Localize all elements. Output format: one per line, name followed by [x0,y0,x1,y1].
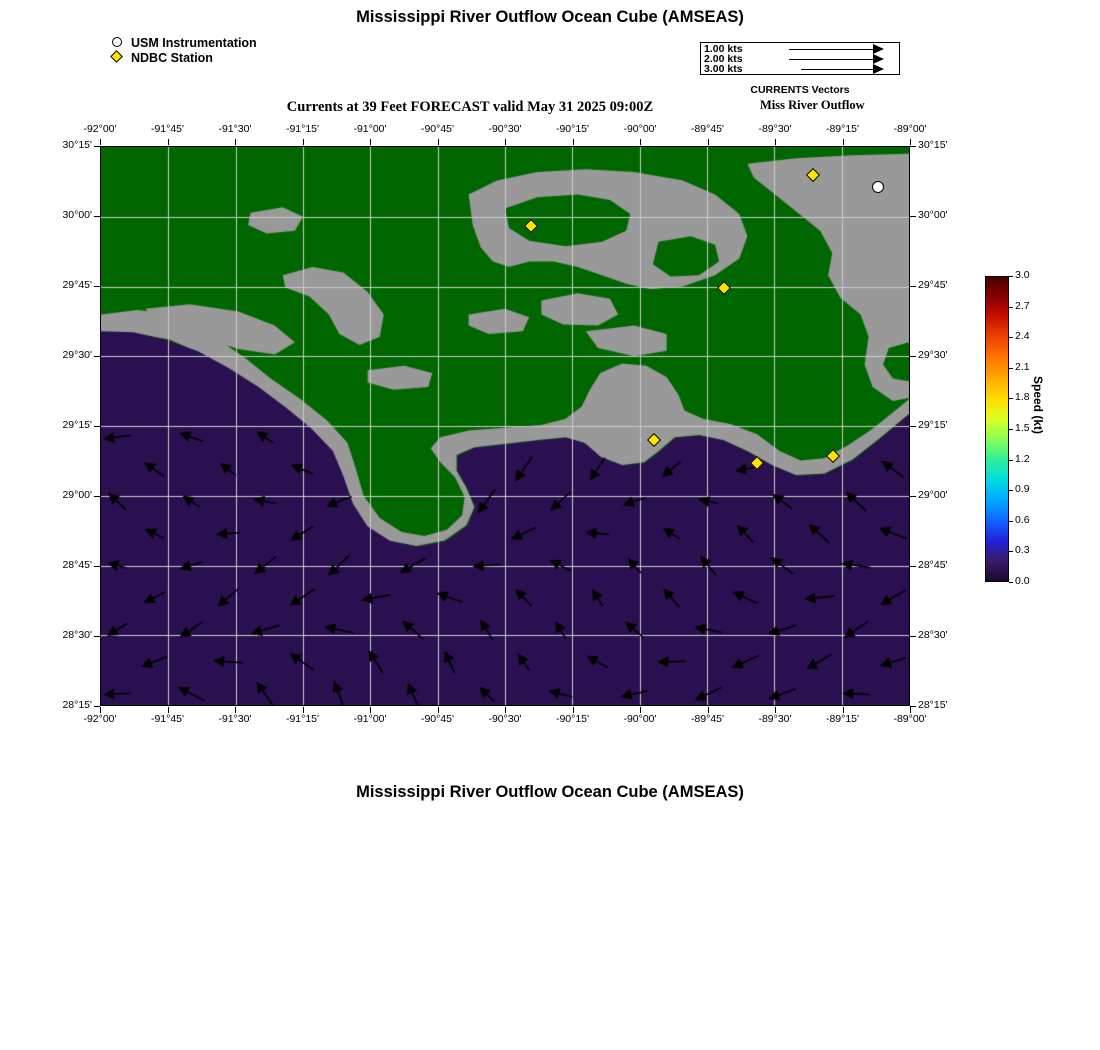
x-tick-label-top: -91°45' [150,123,185,135]
x-tick-mark [438,707,439,713]
x-tick-label-top: -89°45' [690,123,725,135]
x-tick-mark [303,139,304,145]
x-tick-label-top: -91°15' [285,123,320,135]
colorbar-tick-label: 0.9 [1015,483,1030,496]
y-tick-mark [94,356,100,357]
x-tick-mark [708,139,709,145]
x-tick-mark [843,707,844,713]
vector-shaft-3 [801,69,873,70]
y-tick-label-left: 28°30' [62,629,92,641]
y-tick-mark [910,216,916,217]
x-tick-mark [775,139,776,145]
y-tick-mark [94,496,100,497]
colorbar-tick-mark [1009,368,1013,369]
x-tick-label-bottom: -89°30' [758,713,792,725]
vector-shaft-2 [789,59,873,60]
y-tick-label-right: 29°00' [918,489,948,501]
outflow-label: Miss River Outflow [760,98,865,112]
x-tick-label-top: -91°30' [218,123,252,135]
y-tick-mark [910,356,916,357]
y-tick-label-right: 28°15' [918,699,948,711]
forecast-subtitle: Currents at 39 Feet FORECAST valid May 31 2025 09:00Z [286,99,654,115]
x-tick-label-bottom: -90°45' [420,713,455,725]
y-tick-mark [94,636,100,637]
x-tick-label-top: -92°00' [83,123,117,135]
legend-label-ndbc: NDBC Station [131,51,213,65]
colorbar-tick-label: 1.5 [1015,422,1030,434]
colorbar-gradient [985,276,1009,582]
colorbar-tick-label: 1.2 [1015,452,1030,465]
colorbar-tick-label: 2.1 [1015,360,1030,373]
x-tick-label-top: -89°00' [893,123,927,135]
x-tick-label-bottom: -91°30' [218,713,252,725]
x-tick-mark [775,707,776,713]
circle-station-icon [110,36,128,50]
y-tick-label-right: 29°15' [918,419,948,431]
x-tick-mark [100,139,101,145]
x-tick-label-bottom: -89°15' [825,713,860,725]
x-tick-mark [303,707,304,713]
colorbar-tick-mark [1009,490,1013,491]
x-tick-mark [168,139,169,145]
colorbar-tick-label: 3.0 [1015,269,1030,281]
y-tick-label-left: 29°30' [62,349,92,361]
x-tick-mark [708,707,709,713]
x-tick-mark [910,139,911,145]
y-tick-mark [94,216,100,217]
x-tick-label-top: -91°00' [353,123,387,135]
y-tick-mark [910,146,916,147]
colorbar-tick-mark [1009,551,1013,552]
y-tick-label-right: 29°30' [918,349,948,361]
vector-key-label-3: 3.00 kts [704,63,743,75]
y-tick-label-left: 28°15' [62,699,92,711]
y-tick-label-right: 28°30' [918,629,948,641]
y-tick-mark [910,706,916,707]
y-tick-label-left: 29°00' [62,489,92,501]
vector-head-2 [873,54,884,64]
x-tick-mark [370,707,371,713]
vector-key-label-1: 1.00 kts [704,43,743,55]
x-tick-mark [910,707,911,713]
vector-head-3 [873,64,884,74]
y-tick-label-left: 28°45' [62,559,92,571]
y-tick-mark [94,146,100,147]
x-tick-mark [235,707,236,713]
x-tick-label-bottom: -90°00' [623,713,657,725]
map-canvas [101,147,909,705]
vector-key-row-3 [701,64,901,75]
y-tick-mark [910,636,916,637]
colorbar-tick-label: 1.8 [1015,391,1030,404]
colorbar-tick-mark [1009,276,1013,277]
x-tick-label-top: -90°30' [488,123,522,135]
bottom-title: Mississippi River Outflow Ocean Cube (AMSEAS) [356,783,744,801]
colorbar-tick-label: 2.4 [1015,330,1030,343]
legend-item-ndbc [110,51,257,65]
colorbar-tick-mark [1009,398,1013,399]
y-tick-label-left: 29°45' [62,279,92,291]
colorbar-tick-mark [1009,460,1013,461]
y-tick-label-left: 30°15' [62,139,92,151]
y-tick-label-left: 30°00' [62,209,92,221]
legend-label-usm: USM Instrumentation [131,36,257,50]
diamond-station-icon [110,51,128,65]
x-tick-label-bottom: -91°15' [285,713,320,725]
x-tick-label-top: -89°15' [825,123,860,135]
x-tick-label-top: -90°45' [420,123,455,135]
x-tick-mark [573,139,574,145]
x-tick-label-top: -90°15' [555,123,590,135]
x-tick-label-bottom: -90°30' [488,713,522,725]
x-tick-mark [168,707,169,713]
y-tick-label-right: 30°00' [918,209,948,221]
x-tick-label-bottom: -92°00' [83,713,117,725]
y-tick-label-right: 29°45' [918,279,948,291]
vector-key-label-2: 2.00 kts [704,53,743,65]
y-tick-mark [94,566,100,567]
page-title: Mississippi River Outflow Ocean Cube (AMSEAS) [356,8,744,26]
x-tick-label-bottom: -89°00' [893,713,927,725]
colorbar-title: Speed (kt) [1031,376,1045,435]
y-tick-label-right: 28°45' [918,559,948,571]
x-tick-mark [640,707,641,713]
vector-shaft-1 [789,49,873,50]
station-legend [110,36,257,66]
vector-key-caption: CURRENTS Vectors [750,84,850,96]
x-tick-label-top: -89°30' [758,123,792,135]
y-tick-mark [910,566,916,567]
colorbar-tick-label: 0.3 [1015,544,1030,557]
x-tick-mark [640,139,641,145]
y-tick-mark [910,286,916,287]
x-tick-label-bottom: -89°45' [690,713,725,725]
colorbar-tick-mark [1009,429,1013,430]
x-tick-mark [843,139,844,145]
y-tick-label-right: 30°15' [918,139,948,151]
y-tick-mark [910,426,916,427]
colorbar-tick-mark [1009,582,1013,583]
colorbar-tick-mark [1009,337,1013,338]
colorbar-tick-mark [1009,521,1013,522]
x-tick-label-bottom: -90°15' [555,713,590,725]
x-tick-label-bottom: -91°45' [150,713,185,725]
x-tick-label-bottom: -91°00' [353,713,387,725]
x-tick-mark [573,707,574,713]
x-tick-mark [505,707,506,713]
y-tick-label-left: 29°15' [62,419,92,431]
x-tick-mark [235,139,236,145]
x-tick-mark [100,707,101,713]
x-tick-mark [370,139,371,145]
colorbar-tick-label: 2.7 [1015,299,1030,312]
y-tick-mark [94,706,100,707]
colorbar-tick-label: 0.6 [1015,513,1030,526]
x-tick-label-top: -90°00' [623,123,657,135]
vector-scale-key [700,42,900,75]
map-plot-area[interactable] [100,146,910,706]
y-tick-mark [94,286,100,287]
colorbar-tick-label: 0.0 [1015,575,1030,587]
colorbar-tick-mark [1009,307,1013,308]
y-tick-mark [94,426,100,427]
x-tick-mark [505,139,506,145]
y-tick-mark [910,496,916,497]
legend-item-usm [110,36,257,50]
vector-head-1 [873,44,884,54]
x-tick-mark [438,139,439,145]
